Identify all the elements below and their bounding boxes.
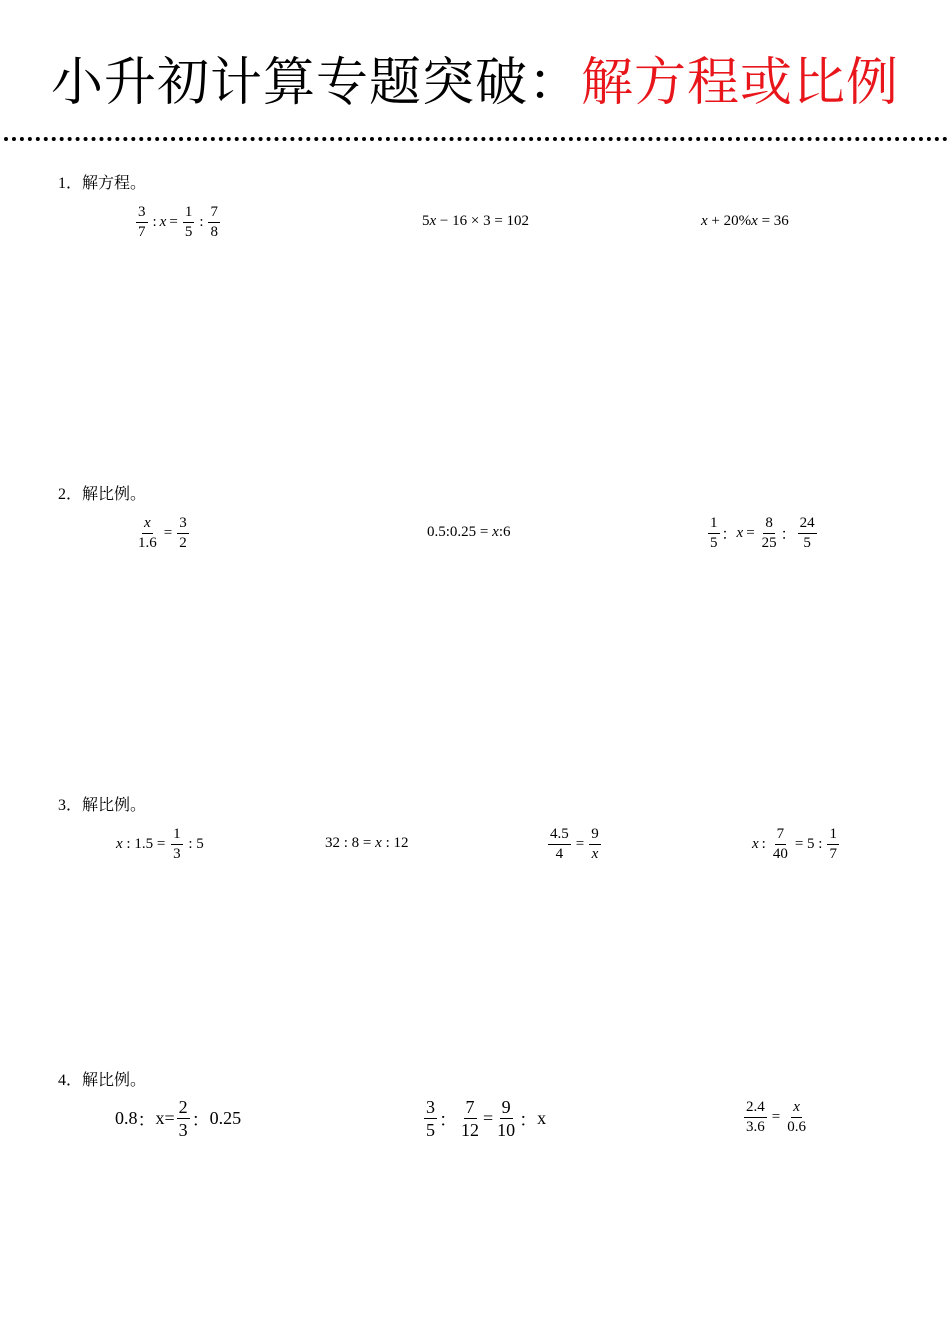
dotted-divider — [4, 137, 948, 141]
fraction: $\frac{2.4}{3.6}$ — [746, 1099, 765, 1135]
fraction: $\frac{9}{10}$ — [497, 1097, 516, 1140]
equation-3-3: $\frac{4.5}{4}$ = $\frac{9}{x}$ — [550, 826, 599, 862]
fraction: $\frac{7}{12}$ — [461, 1097, 479, 1140]
fraction: $\frac{8}{25}$ — [761, 515, 777, 551]
fraction: $\frac{1}{7}$ — [829, 826, 837, 862]
fraction: $\frac{1}{3}$ — [173, 826, 181, 862]
fraction: $\frac{3}{7}$ — [138, 204, 146, 240]
fraction: $\frac{9}{x}$ — [591, 826, 599, 862]
equation-1-3: x + 20% x = 36 — [701, 213, 789, 229]
equation-3-2: 32 : 8 = x : 12 — [325, 835, 409, 851]
equation-2-1: $\frac{x}{1.6}$ = $\frac{3}{2}$ — [138, 515, 187, 551]
equation-4-3: $\frac{2.4}{3.6}$ = $\frac{x}{0.6}$ — [746, 1099, 806, 1135]
equation-2-2: 0.5:0.25 = x :6 — [427, 524, 511, 540]
fraction: $\frac{2}{3}$ — [178, 1097, 188, 1140]
title-black-part: 小升初计算专题突破： — [50, 53, 581, 113]
section-heading-3: 3．解比例。 — [58, 795, 147, 814]
equation-3-4: x : $\frac{7}{40}$ = 5 : $\frac{1}{7}$ — [752, 826, 837, 862]
fraction: $\frac{1}{5}$ — [710, 515, 718, 551]
page-title — [0, 48, 950, 118]
fraction: $\frac{7}{8}$ — [210, 204, 218, 240]
equation-4-1: 0.8 ： x = $\frac{2}{3}$ ： 0.25 — [115, 1097, 242, 1140]
fraction: $\frac{3}{5}$ — [426, 1097, 435, 1140]
equation-3-1: x : 1.5 = $\frac{1}{3}$ : 5 — [116, 826, 204, 862]
fraction: $\frac{3}{2}$ — [179, 515, 187, 551]
section-heading-4: 4．解比例。 — [58, 1070, 147, 1089]
section-heading-2: 2．解比例。 — [58, 484, 147, 503]
section-heading-1: 1．解方程。 — [58, 173, 147, 192]
equation-1-1: $\frac{3}{7}$ : x = $\frac{1}{5}$ : $\frac{7}{8}$ — [138, 204, 218, 240]
equation-4-2: $\frac{3}{5}$ ： $\frac{7}{12}$ = $\frac{9}{10}$ ： x — [426, 1097, 547, 1140]
fraction: $\frac{x}{1.6}$ — [138, 515, 157, 551]
fraction: $\frac{24}{5}$ — [799, 515, 815, 551]
fraction: $\frac{7}{40}$ — [772, 826, 788, 862]
fraction: $\frac{x}{0.6}$ — [787, 1099, 806, 1135]
title-red-part: 解方程或比例 — [581, 53, 900, 113]
equation-1-2: 5 x − 16 × 3 = 102 — [422, 213, 530, 229]
fraction: $\frac{4.5}{4}$ — [550, 826, 569, 862]
equation-2-3: $\frac{1}{5}$ ： x = $\frac{8}{25}$ ： $\frac{24}{5}$ — [710, 515, 815, 551]
fraction: $\frac{1}{5}$ — [184, 204, 193, 240]
